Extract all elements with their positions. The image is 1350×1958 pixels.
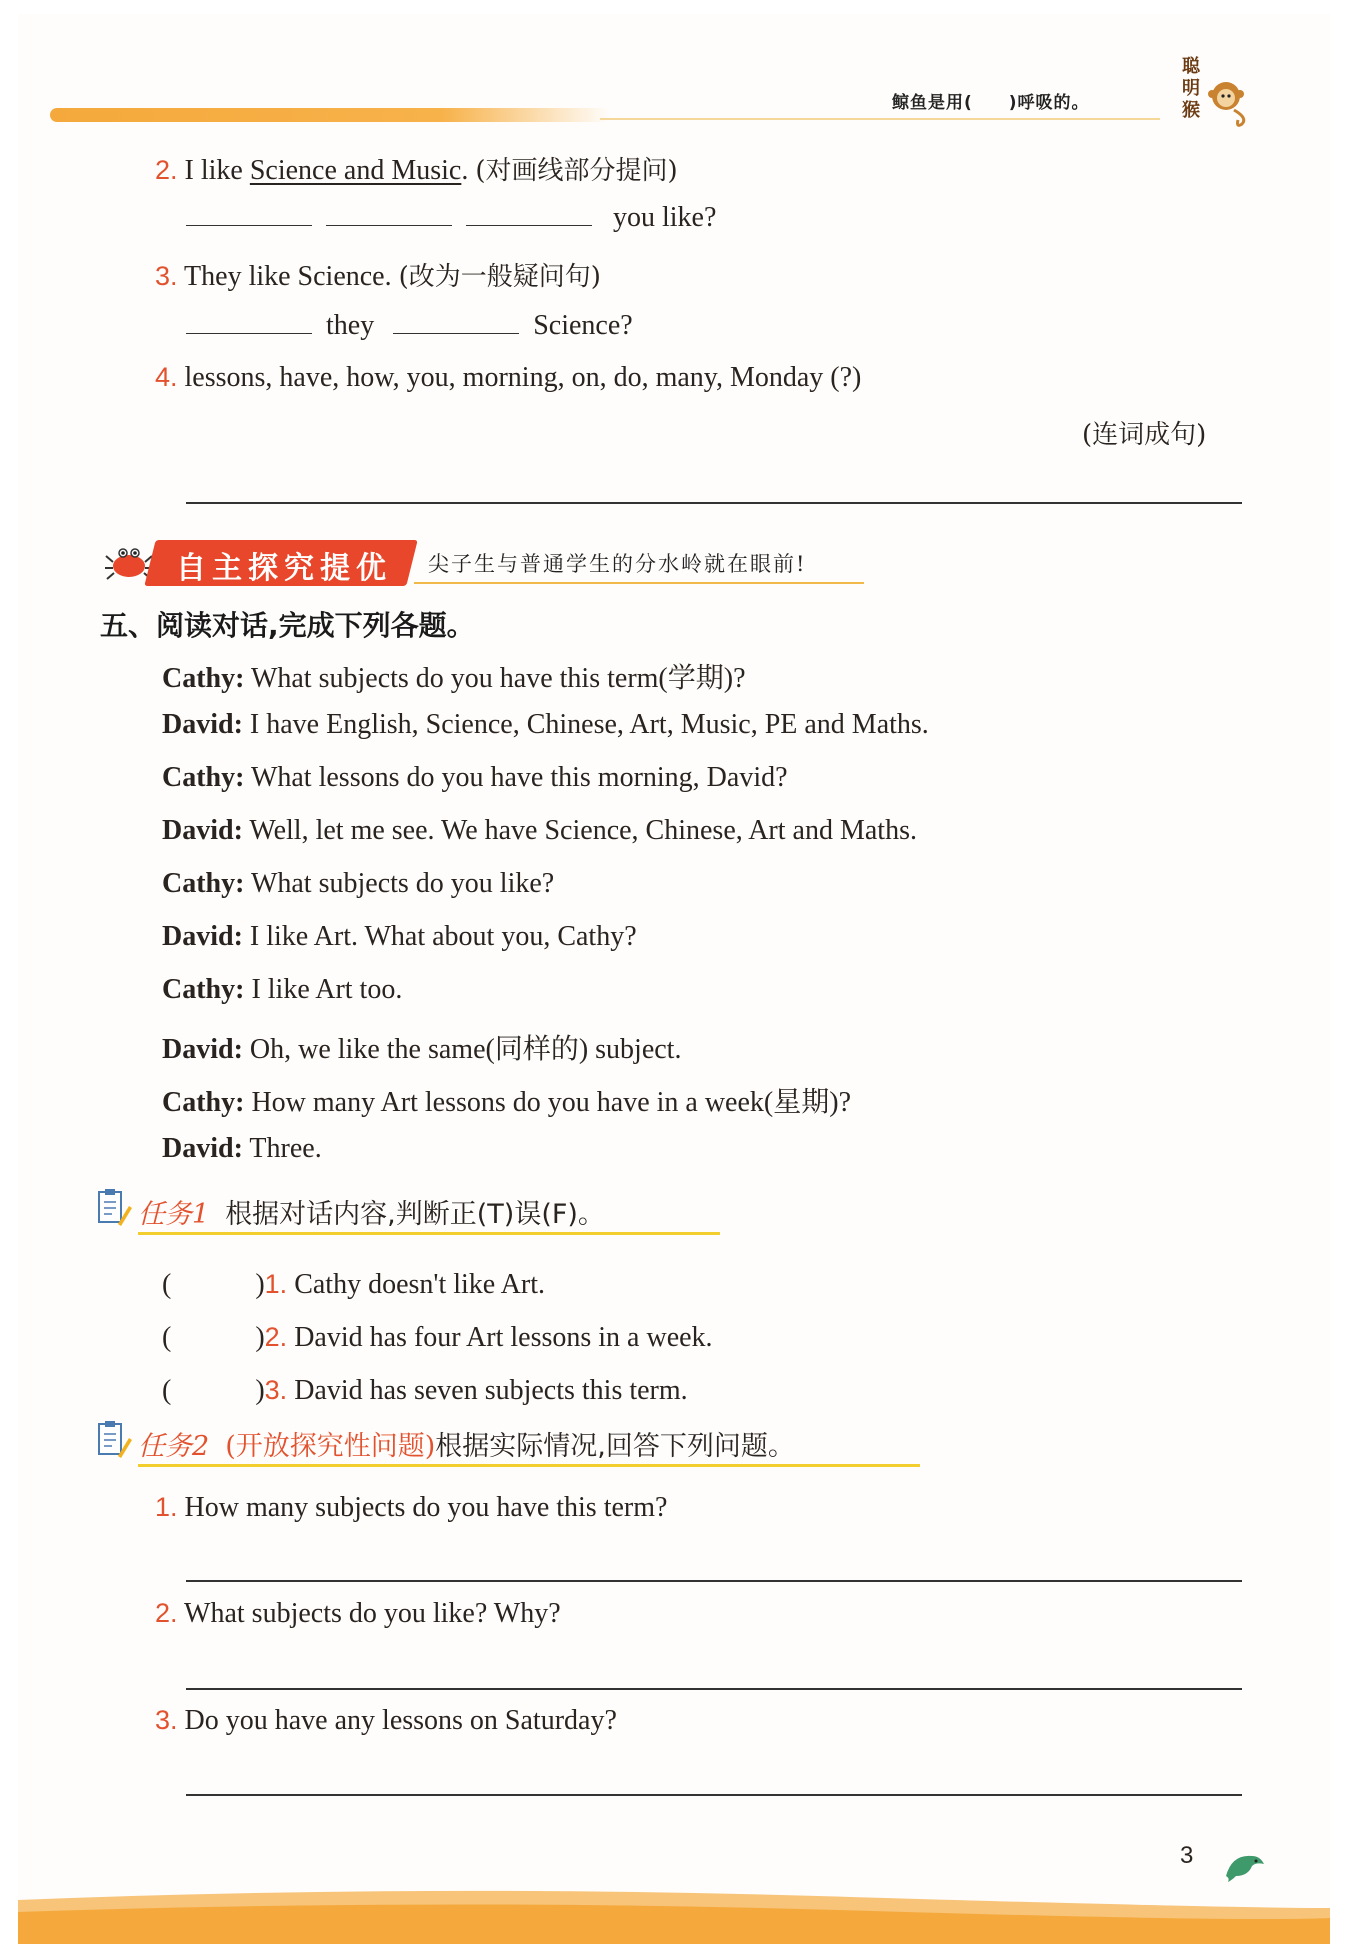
question-number: 4. <box>155 362 178 392</box>
answer-line-3[interactable] <box>186 310 633 342</box>
speaker: Cathy: <box>162 868 245 899</box>
judge-item <box>162 1368 688 1408</box>
section-title: 五、阅读对话,完成下列各题。 <box>100 609 475 642</box>
item-number: 2. <box>264 1322 288 1352</box>
question-4 <box>155 362 861 394</box>
answer-line-2[interactable] <box>186 202 716 234</box>
question-3 <box>155 256 601 293</box>
speaker: David: <box>162 709 243 740</box>
task-tag: 任务1 <box>138 1199 210 1230</box>
speaker: Cathy: <box>162 1087 245 1118</box>
answer-rule[interactable] <box>186 1580 1242 1582</box>
answer-bracket[interactable]: ( ) <box>162 1375 265 1406</box>
blank-1[interactable] <box>186 310 312 334</box>
blank-1[interactable] <box>186 202 312 226</box>
header-tip: 鲸鱼是用( )呼吸的。 <box>892 93 1090 113</box>
question-text: They like Science. <box>184 261 392 292</box>
banner-underline <box>414 582 864 584</box>
speaker: David: <box>162 815 243 846</box>
clipboard-pencil-icon <box>96 1188 132 1228</box>
instruction-note: (连词成句) <box>1082 420 1207 450</box>
utterance: I like Art. What about you, Cathy? <box>249 921 637 952</box>
open-question-note: (开放探究性问题) <box>225 1431 436 1462</box>
utterance: How many Art lessons do you have in a week(星期)? <box>251 1087 851 1118</box>
item-number: 1. <box>155 1492 178 1522</box>
question-number: 2. <box>155 155 178 185</box>
item-text: What subjects do you like? Why? <box>184 1598 561 1629</box>
speaker: David: <box>162 1133 243 1164</box>
dialogue-line <box>162 656 746 696</box>
blank-2[interactable] <box>393 310 519 334</box>
underlined-phrase: Science and Music <box>249 155 462 186</box>
answer-bracket[interactable]: ( ) <box>162 1322 265 1353</box>
instruction-note: (对画线部分提问) <box>475 156 678 186</box>
brand-char-3: 猴 <box>1182 100 1200 121</box>
page-number: 3 <box>1180 1842 1194 1869</box>
item-text: Do you have any lessons on Saturday? <box>184 1705 617 1736</box>
dialogue-line <box>162 974 402 1006</box>
item-number: 3. <box>155 1705 178 1735</box>
answer-rule[interactable] <box>186 1688 1242 1690</box>
item-text: Cathy doesn't like Art. <box>294 1269 545 1300</box>
task-2-title <box>138 1424 795 1463</box>
blank-2[interactable] <box>326 202 452 226</box>
clipboard-pencil-icon <box>96 1420 132 1460</box>
item-text: How many subjects do you have this term? <box>184 1492 668 1523</box>
utterance: I like Art too. <box>251 974 403 1005</box>
task-underline <box>138 1464 920 1467</box>
speaker: David: <box>162 921 243 952</box>
utterance: Oh, we like the same(同样的) subject. <box>249 1034 682 1065</box>
utterance: What subjects do you have this term(学期)? <box>250 663 746 694</box>
utterance: What lessons do you have this morning, David? <box>250 762 788 793</box>
utterance: I have English, Science, Chinese, Art, Music, PE and Maths. <box>249 709 929 740</box>
task-instruction: 根据对话内容,判断正(T)误(F)。 <box>225 1199 605 1230</box>
judge-item <box>162 1315 713 1355</box>
task-1-title <box>138 1192 605 1231</box>
blank-3[interactable] <box>466 202 592 226</box>
answer-bracket[interactable]: ( ) <box>162 1269 265 1300</box>
dialogue-line <box>162 762 788 794</box>
answer-word: Science? <box>533 310 633 341</box>
brand-label <box>1182 56 1206 122</box>
open-question <box>155 1598 561 1630</box>
header-stripe <box>50 108 610 122</box>
dialogue-line <box>162 1027 681 1067</box>
open-question <box>155 1492 667 1524</box>
instruction-note: (改为一般疑问句) <box>398 262 601 292</box>
answer-rule[interactable] <box>186 1794 1242 1796</box>
judge-item <box>162 1262 545 1302</box>
open-question <box>155 1705 617 1737</box>
utterance: What subjects do you like? <box>250 868 555 899</box>
footer-wave <box>18 1878 1330 1944</box>
speaker: David: <box>162 1034 243 1065</box>
item-number: 3. <box>264 1375 288 1405</box>
question-2 <box>155 150 678 187</box>
answer-tail: you like? <box>613 202 717 233</box>
question-text-pre: I like <box>184 155 250 186</box>
answer-word: they <box>326 310 375 341</box>
item-number: 1. <box>264 1269 288 1299</box>
brand-char-2: 明 <box>1182 78 1200 99</box>
task-instruction: 根据实际情况,回答下列问题。 <box>435 1431 795 1462</box>
utterance: Well, let me see. We have Science, Chinese, Art and Maths. <box>249 815 917 846</box>
question-number: 3. <box>155 261 178 291</box>
answer-rule[interactable] <box>186 502 1242 504</box>
item-text: David has four Art lessons in a week. <box>294 1322 713 1353</box>
dialogue-line <box>162 709 929 741</box>
dialogue-line <box>162 921 637 953</box>
banner-title: 自主探究提优 <box>176 551 392 586</box>
dialogue-line <box>162 868 554 900</box>
item-number: 2. <box>155 1598 178 1628</box>
banner-subtitle: 尖子生与普通学生的分水岭就在眼前! <box>428 552 807 576</box>
task-underline <box>138 1232 720 1235</box>
utterance: Three. <box>249 1133 322 1164</box>
speaker: Cathy: <box>162 974 245 1005</box>
speaker: Cathy: <box>162 762 245 793</box>
dialogue-line <box>162 1133 322 1165</box>
dialogue-line <box>162 1080 851 1120</box>
dialogue-line <box>162 815 917 847</box>
speaker: Cathy: <box>162 663 245 694</box>
item-text: David has seven subjects this term. <box>294 1375 688 1406</box>
question-text-post: . <box>461 155 469 186</box>
header-rule <box>600 118 1160 120</box>
task-tag: 任务2 <box>138 1431 210 1462</box>
brand-char-1: 聪 <box>1182 56 1200 77</box>
question-text: lessons, have, how, you, morning, on, do, many, Monday (?) <box>184 362 862 393</box>
